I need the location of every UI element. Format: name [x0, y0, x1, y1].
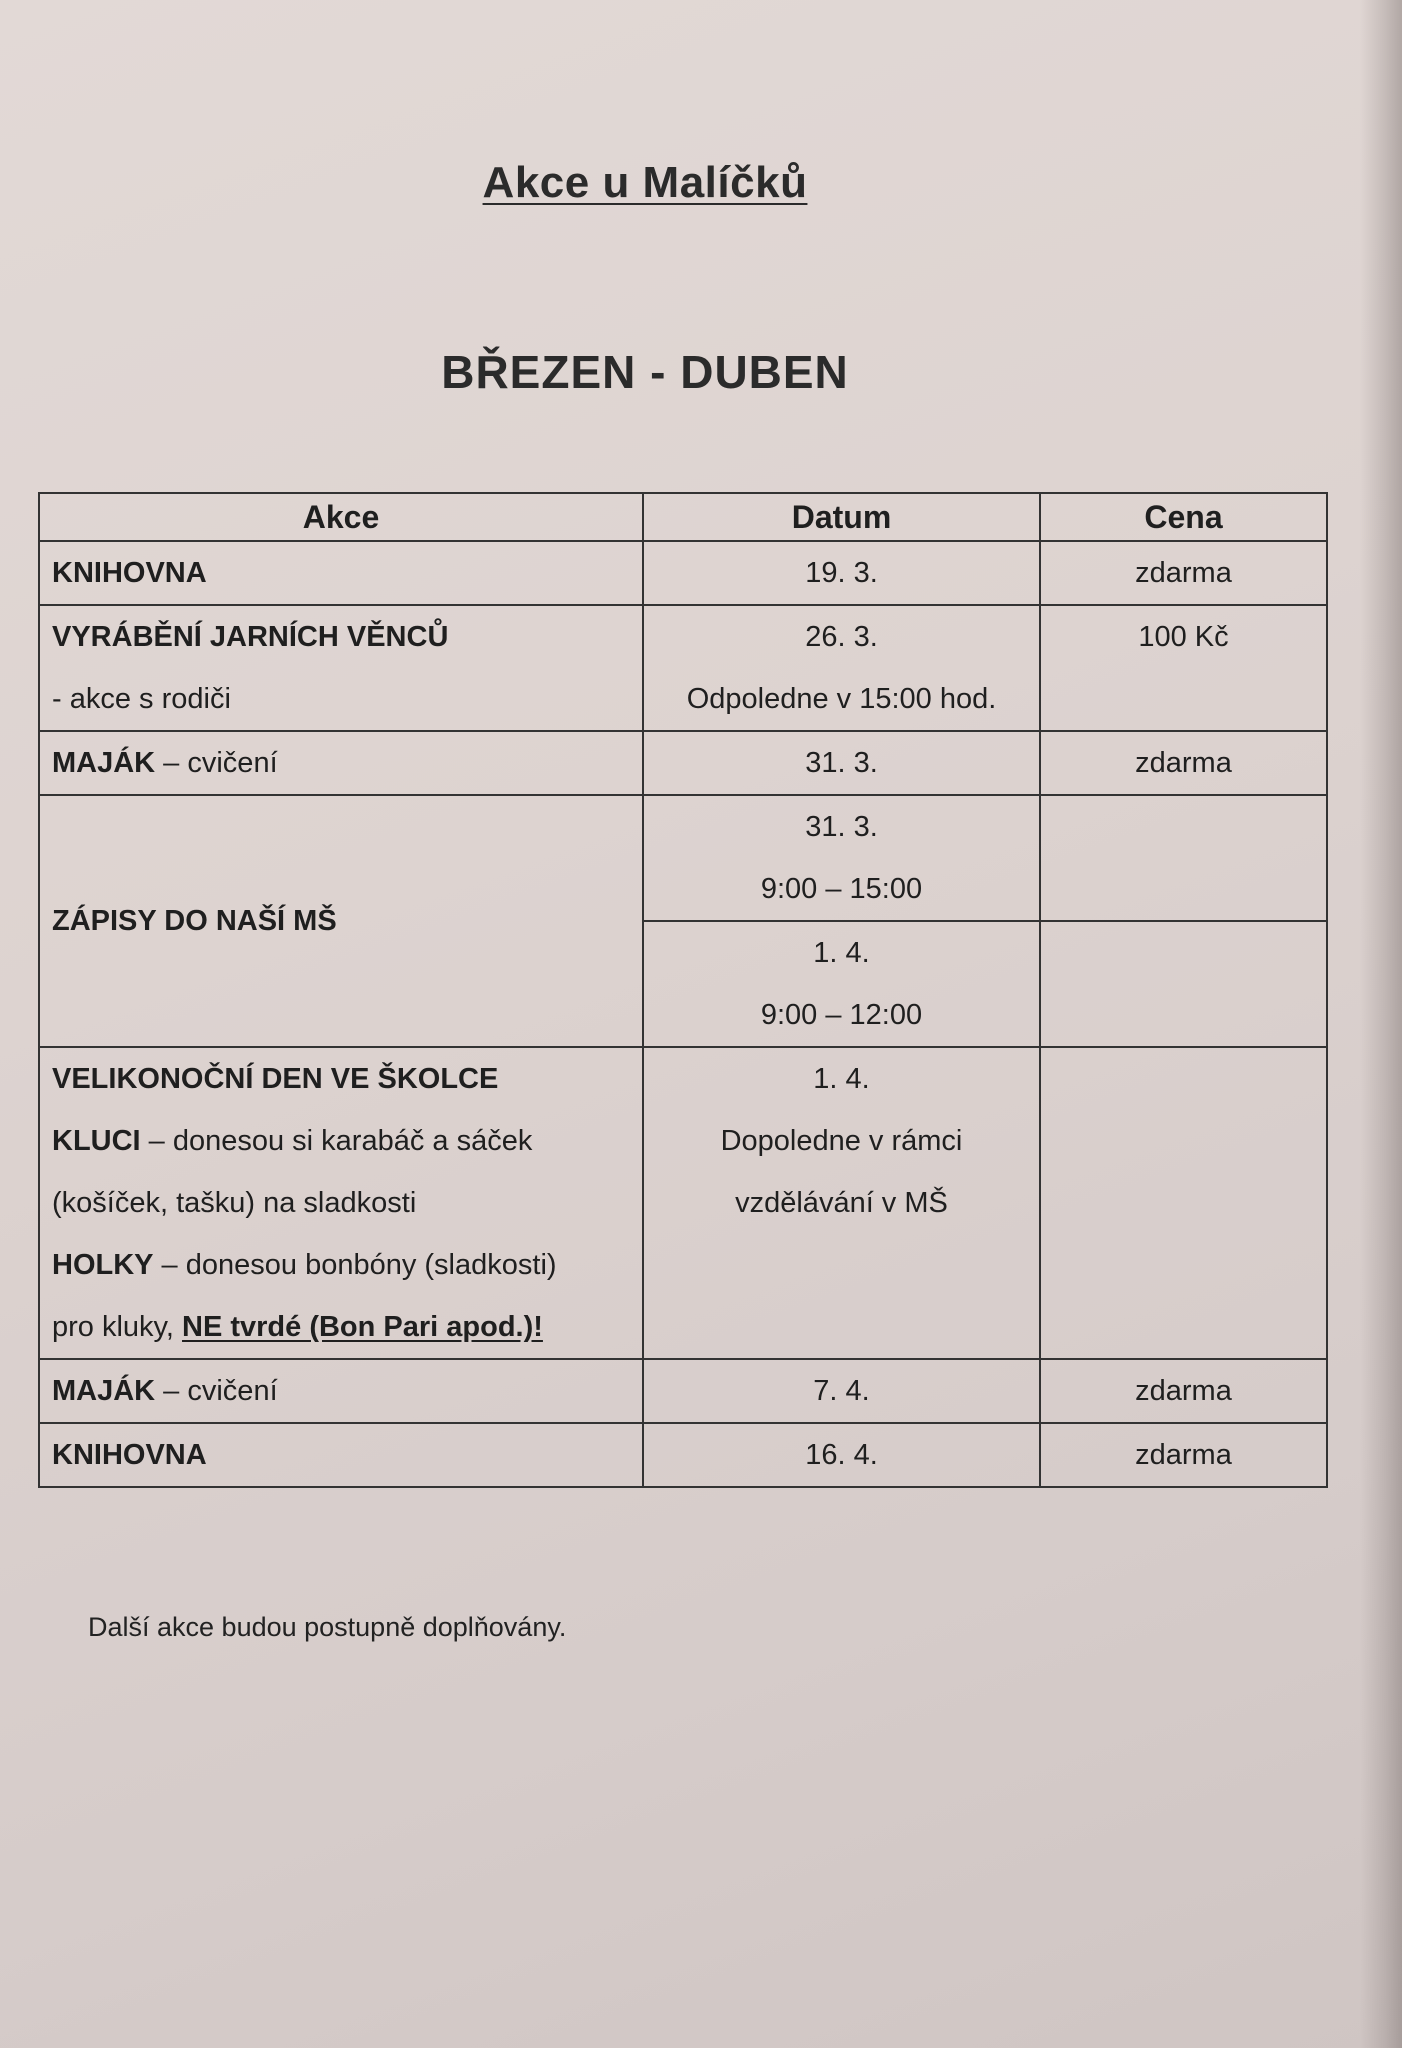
table-row-venci: [39, 605, 1327, 731]
event-cell: [39, 1359, 643, 1423]
price-cell: [1040, 1047, 1327, 1359]
price-cell: [1040, 541, 1327, 605]
date-cell: [643, 541, 1040, 605]
table-row-majak-1: [39, 731, 1327, 795]
event-cell: [39, 1423, 643, 1487]
table-row-knihovna-1: [39, 541, 1327, 605]
date-cell: [643, 1359, 1040, 1423]
event-name: VELIKONOČNÍ DEN VE ŠKOLCE: [52, 1063, 499, 1095]
date-cell: [643, 795, 1040, 921]
event-date: 31. 3.: [805, 747, 878, 779]
header-akce: Akce: [39, 493, 643, 541]
table-header-row: [39, 493, 1327, 541]
price-cell: [1040, 795, 1327, 921]
event-name: ZÁPISY DO NAŠÍ MŠ: [52, 905, 337, 937]
event-price: zdarma: [1135, 1375, 1232, 1407]
page-title: Akce u Malíčků: [482, 158, 808, 207]
event-name: MAJÁK: [52, 1375, 156, 1407]
event-time: 9:00 – 15:00: [760, 873, 923, 905]
event-time: Odpoledne v 15:00 hod.: [686, 683, 997, 715]
date-cell: [643, 605, 1040, 731]
table-row-majak-2: [39, 1359, 1327, 1423]
kluci-text-2: (košíček, tašku) na sladkosti: [52, 1187, 417, 1219]
event-name: KNIHOVNA: [52, 557, 207, 589]
event-name: KNIHOVNA: [52, 1439, 207, 1471]
price-cell: [1040, 1359, 1327, 1423]
event-date: 19. 3.: [805, 557, 878, 589]
holky-label: HOLKY: [52, 1249, 154, 1281]
event-date: 16. 4.: [805, 1439, 878, 1471]
event-cell: [39, 795, 643, 1047]
kluci-label: KLUCI: [52, 1125, 141, 1157]
holky-text: – donesou bonbóny (sladkosti): [153, 1249, 557, 1281]
holky-text-2: pro kluky,: [52, 1311, 183, 1343]
event-suffix: – cvičení: [155, 747, 278, 779]
event-cell: [39, 731, 643, 795]
page-subtitle: BŘEZEN - DUBEN: [441, 346, 849, 398]
event-date: 1. 4.: [813, 1063, 870, 1095]
event-date: 31. 3.: [805, 811, 878, 843]
price-cell: [1040, 605, 1327, 731]
date-cell: [643, 731, 1040, 795]
kluci-text: – donesou si karabáč a sáček: [140, 1125, 533, 1157]
event-cell: [39, 541, 643, 605]
price-cell: [1040, 1423, 1327, 1487]
date-cell: [643, 1047, 1040, 1359]
price-cell: [1040, 731, 1327, 795]
table-row-zapisy-1: [39, 795, 1327, 921]
price-cell: [1040, 921, 1327, 1047]
event-price: zdarma: [1135, 1439, 1232, 1471]
event-cell: [39, 605, 643, 731]
date-cell: [643, 921, 1040, 1047]
event-price: zdarma: [1135, 747, 1232, 779]
event-name: MAJÁK: [52, 747, 156, 779]
event-suffix: – cvičení: [155, 1375, 278, 1407]
header-cena: Cena: [1040, 493, 1327, 541]
holky-warning: NE tvrdé (Bon Pari apod.)!: [182, 1311, 543, 1343]
event-date: 26. 3.: [805, 621, 878, 653]
event-time-2: vzdělávání v MŠ: [735, 1187, 948, 1219]
page-edge-shadow: [1360, 0, 1402, 2048]
event-time: 9:00 – 12:00: [760, 999, 923, 1031]
date-cell: [643, 1423, 1040, 1487]
table-row-knihovna-2: [39, 1423, 1327, 1487]
events-table: [38, 492, 1328, 1488]
event-price: zdarma: [1135, 557, 1232, 589]
event-price: 100 Kč: [1138, 621, 1229, 653]
event-date: 7. 4.: [813, 1375, 870, 1407]
header-datum: Datum: [643, 493, 1040, 541]
event-time: Dopoledne v rámci: [720, 1125, 963, 1157]
event-name: VYRÁBĚNÍ JARNÍCH VĚNCŮ: [52, 621, 449, 653]
table-row-velikonoce: [39, 1047, 1327, 1359]
event-note: - akce s rodiči: [52, 683, 231, 715]
event-cell: [39, 1047, 643, 1359]
event-date: 1. 4.: [813, 937, 870, 969]
footer-note: Další akce budou postupně doplňovány.: [88, 1612, 567, 1642]
